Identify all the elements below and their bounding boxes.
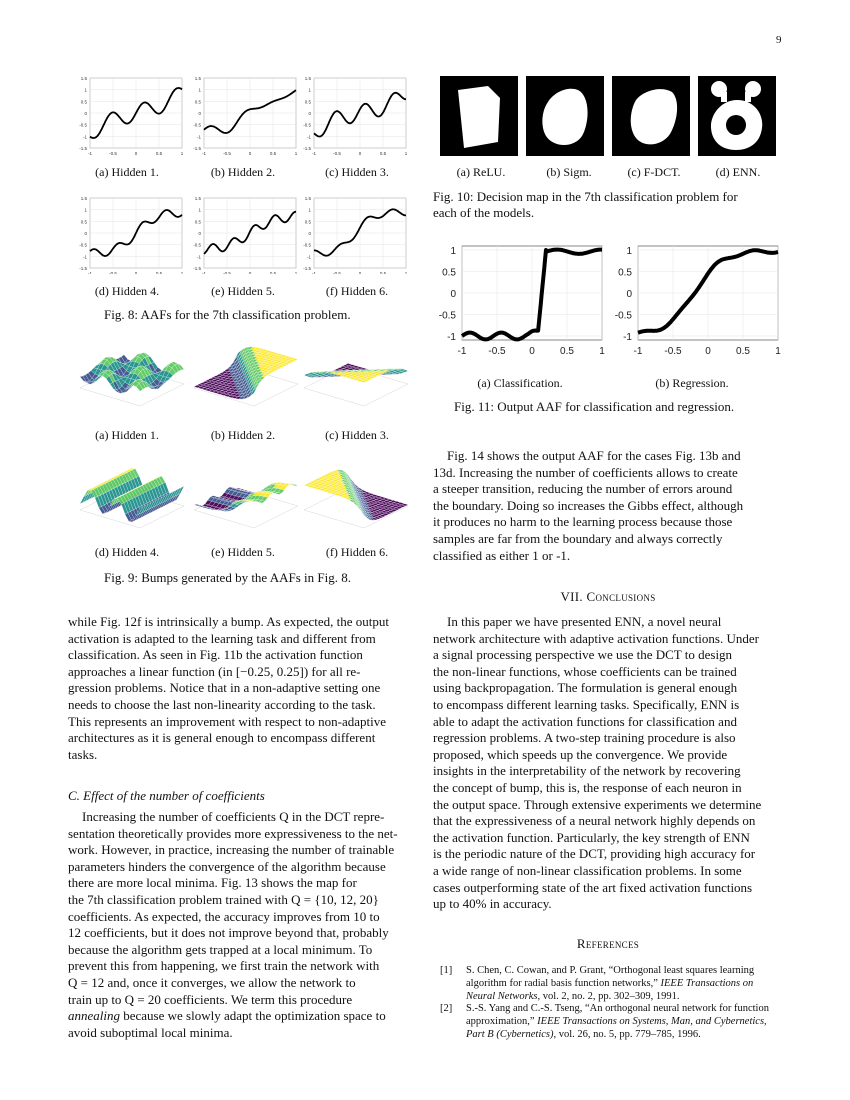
- fig8-subcaption-d: (d) Hidden 4.: [94, 284, 160, 298]
- y-tick-label: -1: [196, 254, 201, 260]
- x-tick-label: -1: [633, 346, 643, 357]
- enn-stem-left: [721, 92, 727, 102]
- fig10-subcaption-b: (b) Sigm.: [546, 165, 592, 179]
- y-tick-label: 0.5: [80, 219, 87, 225]
- para-line: the concept of bump, this is, the response of each neuron in: [433, 779, 742, 795]
- y-tick-label: 1.5: [80, 76, 87, 81]
- reference-line: algorithm for radial basis function networks,”: [466, 978, 661, 990]
- y-tick-label: -1: [196, 134, 201, 140]
- x-tick-label: 0.5: [736, 346, 750, 357]
- y-tick-label: -0.5: [614, 310, 632, 322]
- y-tick-label: 1: [84, 207, 87, 213]
- para-line: insights in the interpretability of the network by recovering: [433, 763, 741, 779]
- y-tick-label: -1: [306, 134, 311, 140]
- para-line: coefficients. As expected, the accuracy improves from 10 to: [68, 908, 380, 924]
- para-line: architectures as it is general enough to encompass different: [68, 730, 376, 746]
- para-line: it produces no harm to the learning process because those: [433, 514, 733, 530]
- x-tick-label: 0.5: [269, 271, 277, 274]
- reference-item: [440, 1002, 784, 1042]
- para-line: while Fig. 12f is intrinsically a bump. As expected, the output: [68, 614, 389, 629]
- x-tick-label: 1: [294, 271, 298, 274]
- reference-number: [2]: [440, 1003, 453, 1014]
- para-line: that the expressiveness of a neural network highly depends on: [433, 813, 756, 829]
- para-line: sentation theoretically provides more expressiveness to the net-: [68, 825, 398, 841]
- para-line: train up to Q = 20 coefficients. We term this procedure: [68, 991, 353, 1007]
- para-line: to encompass different learning tasks. Specifically, ENN is: [433, 696, 740, 712]
- x-tick-label: -0.5: [333, 271, 341, 274]
- para-line: the 7th classification problem trained with Q = {10, 12, 20}: [68, 891, 379, 907]
- x-tick-label: 0: [358, 271, 362, 274]
- reference-line: , vol. 2, no. 2, pp. 302–309, 1991.: [537, 991, 680, 1003]
- y-tick-label: -1: [82, 134, 87, 140]
- fig8-caption: Fig. 8: AAFs for the 7th classification problem.: [104, 307, 351, 322]
- reference-line: , vol. 26, no. 5, pp. 779–785, 1996.: [553, 1029, 701, 1041]
- x-tick-label: -0.5: [223, 151, 231, 156]
- para-line: This represents an improvement with respect to non-adaptive: [68, 713, 387, 729]
- para-line: is the periodic nature of the DCT, providing high accuracy for: [433, 846, 756, 862]
- aaf-plot: [303, 76, 408, 156]
- fig9-subcaption-c: (c) Hidden 3.: [325, 428, 389, 442]
- y-tick-label: 0: [84, 231, 87, 236]
- reference-line: S. Chen, C. Cowan, and P. Grant, “Orthogonal least squares learning: [466, 965, 755, 976]
- para-line: the activation function. Particularly, the key strength of ENN: [433, 829, 750, 845]
- x-tick-label: 0: [529, 346, 535, 357]
- para-line: tasks.: [68, 746, 98, 762]
- y-tick-label: 1.5: [80, 196, 87, 201]
- aaf-plot: [193, 196, 298, 274]
- y-tick-label: 1: [308, 207, 311, 213]
- y-tick-label: 1.5: [194, 76, 201, 81]
- y-tick-label: -0.5: [438, 310, 456, 322]
- y-tick-label: -1: [306, 254, 311, 260]
- x-tick-label: -1: [87, 151, 93, 156]
- y-tick-label: -0.5: [79, 122, 87, 128]
- x-tick-label: -1: [457, 346, 467, 357]
- y-tick-label: 0.5: [194, 99, 201, 105]
- y-tick-label: 1.5: [194, 196, 201, 201]
- y-tick-label: 0: [198, 111, 201, 116]
- right-col-para1: [433, 448, 783, 564]
- y-tick-label: 0: [626, 289, 632, 300]
- reference-line: approximation,”: [466, 1016, 538, 1028]
- x-tick-label: 0.5: [560, 346, 574, 357]
- fig9-subcaption-e: (e) Hidden 5.: [211, 545, 275, 559]
- para-line: cases outperforming state of the art fixed activation functions: [433, 879, 753, 895]
- fig10-subcaption-a: (a) ReLU.: [456, 165, 506, 179]
- x-tick-label: 0: [134, 271, 138, 274]
- para-line: work. However, in practice, increasing the number of trainable: [68, 842, 395, 858]
- para-line: the non-linear functions, whose coefficients can be trained: [433, 663, 737, 679]
- x-tick-label: 1: [775, 346, 781, 357]
- fig8-subcaption-b: (b) Hidden 2.: [210, 165, 276, 179]
- bump-surface: [304, 363, 408, 406]
- x-tick-label: 1: [404, 271, 408, 274]
- para-line: Fig. 14 shows the output AAF for the cases Fig. 13b and: [447, 448, 741, 463]
- aaf-plot: [79, 76, 184, 156]
- right-col-para2: [433, 614, 783, 913]
- para-line: able to adapt the activation functions for classification and: [433, 713, 737, 729]
- fig9-subcaption-b: (b) Hidden 2.: [210, 428, 276, 442]
- page-number: 9: [776, 34, 782, 46]
- y-tick-label: 0.5: [304, 99, 311, 105]
- x-tick-label: -1: [87, 271, 93, 274]
- left-col-para2: [68, 809, 416, 1041]
- y-tick-label: 0: [308, 231, 311, 236]
- output-aaf-plot: [439, 246, 605, 357]
- section-title-conclusions: VII. Conclusions: [560, 589, 656, 604]
- y-tick-label: 0: [308, 111, 311, 116]
- y-tick-label: 1: [198, 207, 201, 213]
- y-tick-label: 0.5: [194, 219, 201, 225]
- para-line: gression problems. Notice that in a non-adaptive setting one: [68, 680, 381, 696]
- x-tick-label: 1: [180, 151, 184, 156]
- y-tick-label: -1.5: [193, 266, 201, 271]
- subsection-title: C. Effect of the number of coefficients: [68, 788, 265, 803]
- para-line: In this paper we have presented ENN, a novel neural: [447, 614, 722, 629]
- relu-region: [458, 86, 500, 148]
- y-tick-label: 1: [450, 246, 456, 257]
- x-tick-label: -0.5: [333, 151, 341, 156]
- fig8-subcaption-a: (a) Hidden 1.: [95, 165, 159, 179]
- x-tick-label: 0: [358, 151, 362, 156]
- y-tick-label: 1: [198, 87, 201, 93]
- fig11-subcaption-a: (a) Classification.: [477, 376, 563, 390]
- x-tick-label: 0.5: [155, 271, 163, 274]
- y-tick-label: -1.5: [79, 266, 87, 271]
- fig10-caption-line2: each of the models.: [433, 205, 535, 220]
- x-tick-label: -0.5: [664, 346, 682, 357]
- y-tick-label: 0.5: [442, 267, 456, 279]
- x-tick-label: 1: [404, 151, 408, 156]
- para-line: a steeper transition, reducing the number of errors around: [433, 481, 733, 497]
- bump-surface: [80, 468, 184, 528]
- reference-journal: Neural Networks: [466, 991, 538, 1003]
- bump-surface: [304, 470, 408, 528]
- para-line: annealing because we slowly adapt the optimization space to: [68, 1008, 386, 1024]
- para-line: needs to choose the last non-linearity according to the task.: [68, 696, 376, 712]
- fig9-caption: Fig. 9: Bumps generated by the AAFs in Fig. 8.: [104, 570, 351, 585]
- x-tick-label: -1: [311, 271, 317, 274]
- para-line: network architecture with adaptive activation functions. Under: [433, 630, 759, 646]
- fig11-subcaption-b: (b) Regression.: [655, 376, 729, 390]
- y-tick-label: 1: [626, 246, 632, 257]
- para-line: classified as either 1 or -1.: [433, 547, 571, 563]
- para-line: prevent this from happening, we first train the network with: [68, 958, 380, 974]
- reference-journal: Part B (Cybernetics): [466, 1029, 554, 1041]
- output-aaf-plot: [615, 246, 781, 357]
- fig10-maps: [440, 76, 784, 158]
- aaf-plot: [79, 196, 184, 274]
- y-tick-label: -0.5: [79, 242, 87, 248]
- aaf-plot: [303, 196, 408, 274]
- para-line: parameters hinders the convergence of the algorithm because: [68, 858, 386, 874]
- bump-surface: [80, 353, 184, 406]
- reference-journal: IEEE Transactions on: [660, 978, 754, 990]
- reference-journal: IEEE Transactions on Systems, Man, and Cybernetics,: [537, 1016, 767, 1028]
- x-tick-label: 1: [294, 151, 298, 156]
- para-line: Q = 12 and, once it converges, we allow the network to: [68, 974, 356, 990]
- para-line: 12 coefficients, but it does not improve beyond that, probably: [68, 925, 389, 941]
- x-tick-label: 0: [705, 346, 711, 357]
- y-tick-label: 1: [308, 87, 311, 93]
- bump-surface: [194, 347, 298, 406]
- y-tick-label: -1.5: [193, 146, 201, 151]
- x-tick-label: -0.5: [488, 346, 506, 357]
- x-tick-label: -0.5: [223, 271, 231, 274]
- y-tick-label: -1: [447, 332, 456, 343]
- para-line: activation is adapted to the learning task and different from: [68, 630, 376, 646]
- y-tick-label: 0: [84, 111, 87, 116]
- para-line: approaches a linear function (in [−0.25, 0.25]) for all re-: [68, 663, 361, 679]
- reference-number: [1]: [440, 965, 453, 976]
- y-tick-label: -1: [623, 332, 632, 343]
- x-tick-label: 0: [248, 151, 252, 156]
- para-line: up to 40% in accuracy.: [433, 896, 552, 912]
- reference-line: S.-S. Yang and C.-S. Tseng, “An orthogonal neural network for function: [466, 1003, 769, 1014]
- fig11-plots: [428, 240, 788, 380]
- y-tick-label: -0.5: [193, 122, 201, 128]
- x-tick-label: -1: [201, 271, 207, 274]
- para-line: the boundary. Doing so increases the Gibbs effect, although: [433, 497, 744, 513]
- y-tick-label: -1.5: [79, 146, 87, 151]
- x-tick-label: 0.5: [155, 151, 163, 156]
- enn-stem-right: [745, 92, 751, 102]
- y-tick-label: -0.5: [303, 242, 311, 248]
- para-line: the output space. Through extensive experiments we determine: [433, 796, 762, 812]
- para-line: avoid suboptimal local minima.: [68, 1024, 233, 1040]
- para-line: using backpropagation. The formulation is general enough: [433, 680, 738, 696]
- fig10-subcaption-d: (d) ENN.: [715, 165, 761, 179]
- y-tick-label: 0.5: [80, 99, 87, 105]
- x-tick-label: -1: [201, 151, 207, 156]
- fig9-subcaption-f: (f) Hidden 6.: [325, 545, 389, 559]
- x-tick-label: 1: [180, 271, 184, 274]
- y-tick-label: 0.5: [304, 219, 311, 225]
- x-tick-label: 0.5: [269, 151, 277, 156]
- fig8-subcaption-c: (c) Hidden 3.: [325, 165, 389, 179]
- fig8-subcaption-f: (f) Hidden 6.: [325, 284, 389, 298]
- x-tick-label: -0.5: [109, 151, 117, 156]
- para-line: Increasing the number of coefficients Q in the DCT repre-: [82, 809, 385, 824]
- para-line: proposed, which speeds up the convergence. We provide: [433, 746, 728, 762]
- fig10-caption-line1: Fig. 10: Decision map in the 7th classification problem for: [433, 189, 738, 204]
- para-line: because the algorithm gets trapped at a local minimum. To: [68, 941, 373, 957]
- para-line: 13d. Increasing the number of coefficients allows to create: [433, 464, 738, 480]
- x-tick-label: -0.5: [109, 271, 117, 274]
- para-line: a signal processing perspective we use the DCT to design: [433, 647, 733, 663]
- bump-surface: [194, 482, 298, 528]
- x-tick-label: 0: [248, 271, 252, 274]
- fig8-subcaption-e: (e) Hidden 5.: [211, 284, 275, 298]
- aaf-plot: [193, 76, 298, 156]
- left-col-para1: [68, 614, 416, 763]
- x-tick-label: -1: [311, 151, 317, 156]
- enn-hole: [726, 115, 746, 135]
- y-tick-label: 1: [84, 87, 87, 93]
- y-tick-label: -1.5: [303, 146, 311, 151]
- y-tick-label: 1.5: [304, 196, 311, 201]
- section-title-references: References: [576, 936, 640, 951]
- y-tick-label: 0: [450, 289, 456, 300]
- para-line: regression problems. A two-step training procedure is also: [433, 730, 736, 746]
- x-tick-label: 0: [134, 151, 138, 156]
- para-line: there are more local minima. Fig. 13 shows the map for: [68, 875, 357, 891]
- fig9-subcaption-a: (a) Hidden 1.: [95, 428, 159, 442]
- y-tick-label: -0.5: [303, 122, 311, 128]
- x-tick-label: 0.5: [379, 151, 387, 156]
- x-tick-label: 0.5: [379, 271, 387, 274]
- emphasis-annealing: annealing: [68, 1008, 120, 1024]
- fig11-caption: Fig. 11: Output AAF for classification and regression.: [454, 399, 735, 414]
- x-tick-label: 1: [599, 346, 605, 357]
- fig10-subcaption-c: (c) F-DCT.: [627, 165, 681, 179]
- fig9-subcaption-d: (d) Hidden 4.: [94, 545, 160, 559]
- y-tick-label: 1.5: [304, 76, 311, 81]
- para-line: samples are far from the boundary and always correctly: [433, 530, 723, 546]
- reference-item: [440, 964, 784, 1004]
- y-tick-label: -1.5: [303, 266, 311, 271]
- y-tick-label: 0: [198, 231, 201, 236]
- para-line: a wide range of non-linear classification problems. In some: [433, 862, 742, 878]
- para-line: classification. As seen in Fig. 11b the activation function: [68, 647, 363, 663]
- y-tick-label: 0.5: [618, 267, 632, 279]
- y-tick-label: -0.5: [193, 242, 201, 248]
- y-tick-label: -1: [82, 254, 87, 260]
